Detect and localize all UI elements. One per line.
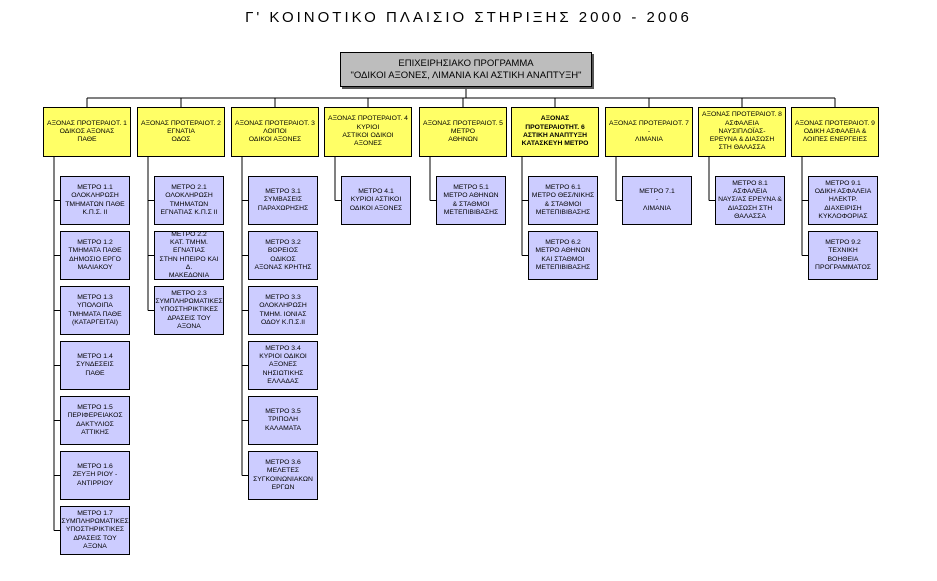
page-title: Γ' ΚΟΙΝΟΤΙΚΟ ΠΛΑΙΣΙΟ ΣΤΗΡΙΞΗΣ 2000 - 2006 xyxy=(245,9,692,26)
measure-box: ΜΕΤΡΟ 1.5 ΠΕΡΙΦΕΡΕΙΑΚΟΣ ΔΑΚΤΥΛΙΟΣ ΑΤΤΙΚΗΣ xyxy=(60,396,130,445)
measure-box: ΜΕΤΡΟ 1.7 ΣΥΜΠΛΗΡΩΜΑΤΙΚΕΣ ΥΠΟΣΤΗΡΙΚΤΙΚΕΣ ΔΡΑΣΕΙΣ ΤΟΥ ΑΞΟΝΑ xyxy=(60,506,130,555)
measure-box: ΜΕΤΡΟ 1.2 ΤΜΗΜΑΤΑ ΠΑΘΕ ΔΗΜΟΣΙΟ ΕΡΓΟ ΜΑΛΙΑΚΟΥ xyxy=(60,231,130,280)
measure-box: ΜΕΤΡΟ 3.3 ΟΛΟΚΛΗΡΩΣΗ ΤΜΗΜ. ΙΟΝΙΑΣ ΟΔΟΥ Κ.Π.Σ.ΙΙ xyxy=(248,286,318,335)
measure-box: ΜΕΤΡΟ 2.3 ΣΥΜΠΛΗΡΩΜΑΤΙΚΕΣ ΥΠΟΣΤΗΡΙΚΤΙΚΕΣ ΔΡΑΣΕΙΣ ΤΟΥ ΑΞΟΝΑ xyxy=(154,286,224,335)
measure-box: ΜΕΤΡΟ 6.1 ΜΕΤΡΟ ΘΕΣ/ΝΙΚΗΣ & ΣΤΑΘΜΟΙ ΜΕΤΕΠΙΒΙΒΑΣΗΣ xyxy=(528,176,598,225)
measure-box: ΜΕΤΡΟ 6.2 ΜΕΤΡΟ ΑΘΗΝΩΝ ΚΑΙ ΣΤΑΘΜΟΙ ΜΕΤΕΠΙΒΙΒΑΣΗΣ xyxy=(528,231,598,280)
axis-box-9: ΑΞΟΝΑΣ ΠΡΟΤΕΡΑΙΟΤ. 9 ΟΔΙΚΗ ΑΣΦΑΛΕΙΑ & ΛΟΙΠΕΣ ΕΝΕΡΓΕΙΕΣ xyxy=(791,107,879,157)
measure-box: ΜΕΤΡΟ 3.1 ΣΥΜΒΑΣΕΙΣ ΠΑΡΑΧΩΡΗΣΗΣ xyxy=(248,176,318,225)
measure-box: ΜΕΤΡΟ 8.1 ΑΣΦΑΛΕΙΑ ΝΑΥΣ/ΑΣ ΕΡΕΥΝΑ & ΔΙΑΣΩΣΗ ΣΤΗ ΘΑΛΑΣΣΑ xyxy=(715,176,785,225)
measure-box: ΜΕΤΡΟ 1.3 ΥΠΟΛΟΙΠΑ ΤΜΗΜΑΤΑ ΠΑΘΕ (ΚΑΤΑΡΓΕΙΤΑΙ) xyxy=(60,286,130,335)
measure-box: ΜΕΤΡΟ 2.2 ΚΑΤ. ΤΜΗΜ. ΕΓΝΑΤΙΑΣ ΣΤΗΝ ΗΠΕΙΡΟ ΚΑΙ Δ. ΜΑΚΕΔΟΝΙΑ xyxy=(154,231,224,280)
axis-box-4: ΑΞΟΝΑΣ ΠΡΟΤΕΡΑΙΟΤ. 4 ΚΥΡΙΟΙ ΑΣΤΙΚΟΙ ΟΔΙΚΟΙ ΑΞΟΝΕΣ xyxy=(324,107,412,157)
measure-box: ΜΕΤΡΟ 9.1 ΟΔΙΚΗ ΑΣΦΑΛΕΙΑ ΗΛΕΚΤΡ. ΔΙΑΧΕΙΡΙΣΗ ΚΥΚΛΟΦΟΡΙΑΣ xyxy=(808,176,878,225)
measure-box: ΜΕΤΡΟ 7.1 - ΛΙΜΑΝΙΑ xyxy=(622,176,692,225)
measure-box: ΜΕΤΡΟ 1.4 ΣΥΝΔΕΣΕΙΣ ΠΑΘΕ xyxy=(60,341,130,390)
measure-box: ΜΕΤΡΟ 3.2 ΒΟΡΕΙΟΣ ΟΔΙΚΟΣ ΑΞΟΝΑΣ ΚΡΗΤΗΣ xyxy=(248,231,318,280)
axis-box-7: ΑΞΟΝΑΣ ΠΡΟΤΕΡΑΙΟΤ. 7 - ΛΙΜΑΝΙΑ xyxy=(605,107,693,157)
program-box: ΕΠΙΧΕΙΡΗΣΙΑΚΟ ΠΡΟΓΡΑΜΜΑ "ΟΔΙΚΟΙ ΑΞΟΝΕΣ, ΛΙΜΑΝΙΑ ΚΑΙ ΑΣΤΙΚΗ ΑΝΑΠΤΥΞΗ" xyxy=(340,52,592,87)
axis-box-8: ΑΞΟΝΑΣ ΠΡΟΤΕΡΑΙΟΤ. 8 ΑΣΦΑΛΕΙΑ ΝΑΥΣΙΠΛΟΪΑΣ- ΕΡΕΥΝΑ & ΔΙΑΣΩΣΗ ΣΤΗ ΘΑΛΑΣΣΑ xyxy=(698,107,786,157)
measure-box: ΜΕΤΡΟ 9.2 ΤΕΧΝΙΚΗ ΒΟΗΘΕΙΑ ΠΡΟΓΡΑΜΜΑΤΟΣ xyxy=(808,231,878,280)
measure-box: ΜΕΤΡΟ 3.5 ΤΡΙΠΟΛΗ ΚΑΛΑΜΑΤΑ xyxy=(248,396,318,445)
measure-box: ΜΕΤΡΟ 1.1 ΟΛΟΚΛΗΡΩΣΗ ΤΜΗΜΑΤΩΝ ΠΑΘΕ Κ.Π.Σ. ΙΙ xyxy=(60,176,130,225)
axis-box-3: ΑΞΟΝΑΣ ΠΡΟΤΕΡΑΙΟΤ. 3 ΛΟΙΠΟΙ ΟΔΙΚΟΙ ΑΞΟΝΕΣ xyxy=(231,107,319,157)
measure-box: ΜΕΤΡΟ 3.4 ΚΥΡΙΟΙ ΟΔΙΚΟΙ ΑΞΟΝΕΣ ΝΗΣΙΩΤΙΚΗΣ ΕΛΛΑΔΑΣ xyxy=(248,341,318,390)
measure-box: ΜΕΤΡΟ 3.6 ΜΕΛΕΤΕΣ ΣΥΓΚΟΙΝΩΝΙΑΚΩΝ ΕΡΓΩΝ xyxy=(248,451,318,500)
measure-box: ΜΕΤΡΟ 1.6 ΖΕΥΞΗ ΡΙΟΥ - ΑΝΤΙΡΡΙΟΥ xyxy=(60,451,130,500)
axis-box-6: ΑΞΟΝΑΣ ΠΡΟΤΕΡΑΙΟΤΗΤ. 6 ΑΣΤΙΚΗ ΑΝΑΠΤΥΞΗ ΚΑΤΑΣΚΕΥΗ ΜΕΤΡΟ xyxy=(511,107,599,157)
measure-box: ΜΕΤΡΟ 2.1 ΟΛΟΚΛΗΡΩΣΗ ΤΜΗΜΑΤΩΝ ΕΓΝΑΤΙΑΣ Κ.Π.Σ ΙΙ xyxy=(154,176,224,225)
axis-box-5: ΑΞΟΝΑΣ ΠΡΟΤΕΡΑΙΟΤ. 5 ΜΕΤΡΟ ΑΘΗΝΩΝ xyxy=(419,107,507,157)
axis-box-2: ΑΞΟΝΑΣ ΠΡΟΤΕΡΑΙΟΤ. 2 ΕΓΝΑΤΙΑ ΟΔΟΣ xyxy=(137,107,225,157)
measure-box: ΜΕΤΡΟ 4.1 ΚΥΡΙΟΙ ΑΣΤΙΚΟΙ ΟΔΙΚΟΙ ΑΞΟΝΕΣ xyxy=(341,176,411,225)
axis-box-1: ΑΞΟΝΑΣ ΠΡΟΤΕΡΑΙΟΤ. 1 ΟΔΙΚΟΣ ΑΞΟΝΑΣ ΠΑΘΕ xyxy=(43,107,131,157)
measure-box: ΜΕΤΡΟ 5.1 ΜΕΤΡΟ ΑΘΗΝΩΝ & ΣΤΑΘΜΟΙ ΜΕΤΕΠΙΒΙΒΑΣΗΣ xyxy=(436,176,506,225)
